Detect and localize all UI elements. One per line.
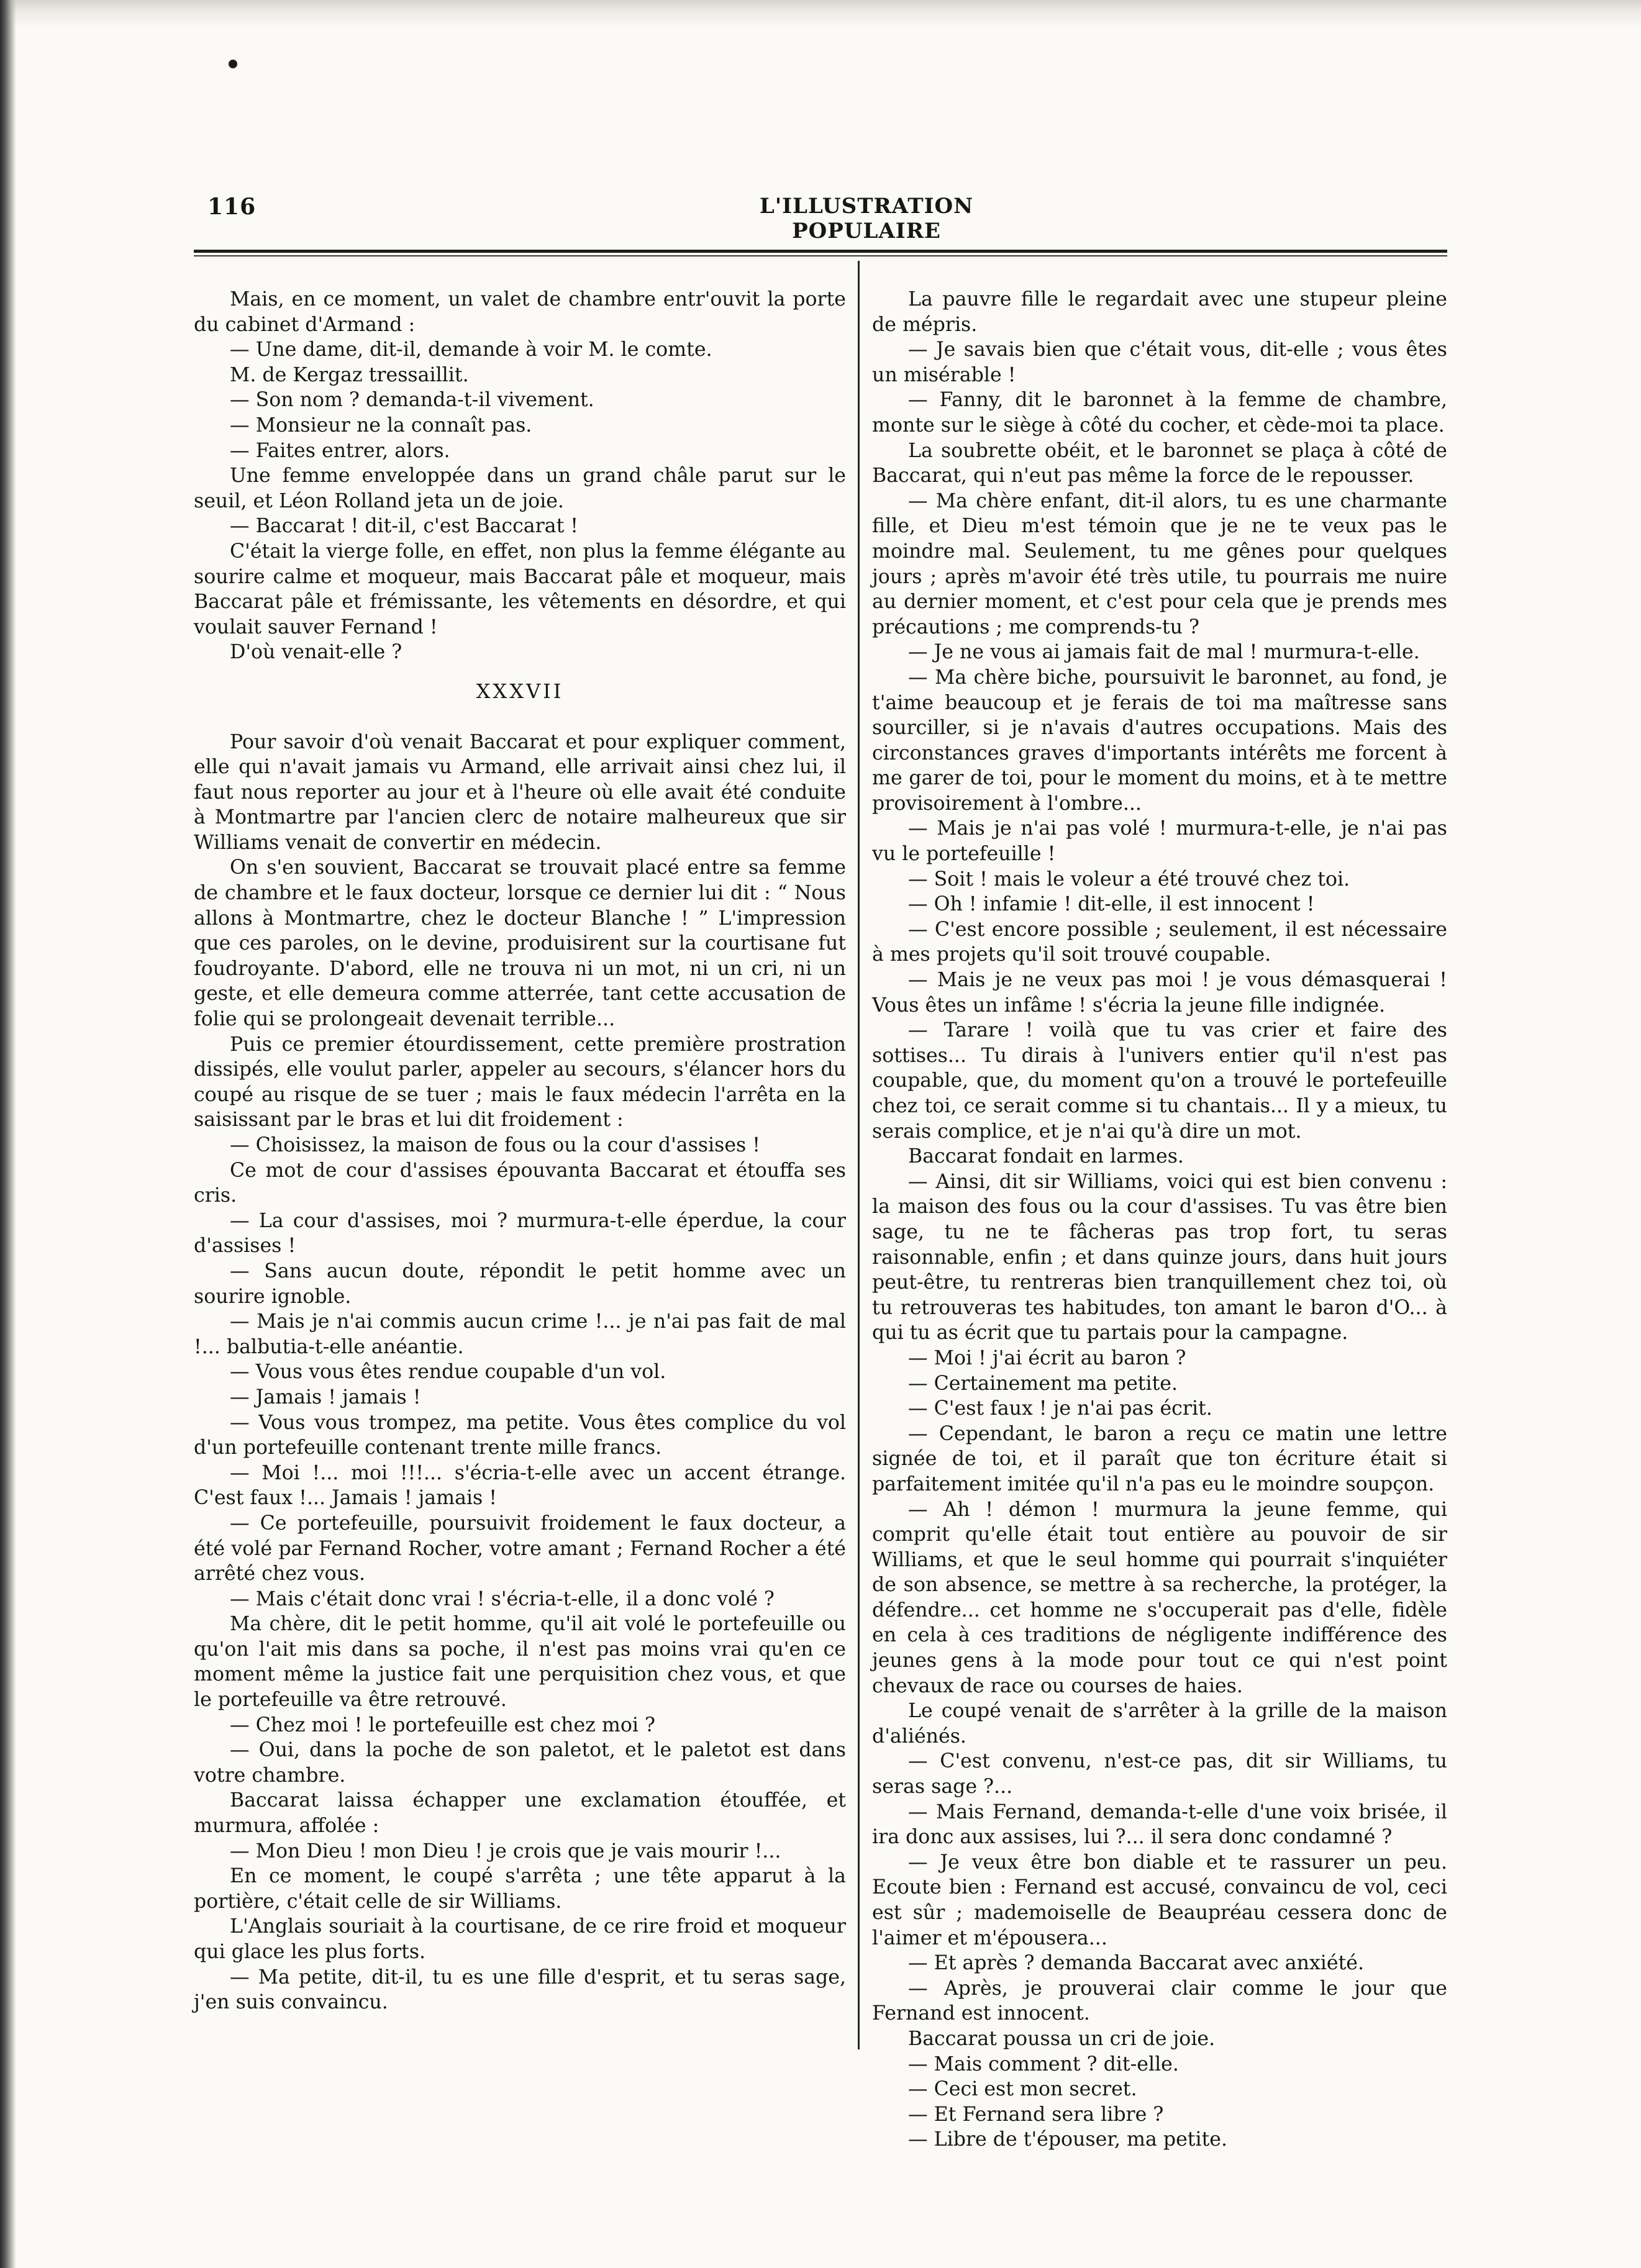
ink-dot-mark bbox=[229, 60, 237, 68]
paragraph: Ma chère, dit le petit homme, qu'il ait volé le portefeuille ou qu'on l'ait mis dans sa poche, il n'est pas moins vrai qu'en ce moment même la justice fait une perquisition chez vous, et que le portefeuille va être retrouvé. bbox=[194, 1613, 846, 1712]
paragraph: — Oh ! infamie ! dit-elle, il est innocent ! bbox=[908, 893, 1315, 916]
chapter-heading: XXXVII bbox=[476, 679, 564, 703]
paragraph: — Mais c'était donc vrai ! s'écria-t-elle, il a donc volé ? bbox=[230, 1587, 775, 1610]
header-rule-thin bbox=[194, 255, 1447, 256]
right-paragraphs bbox=[872, 287, 1447, 2152]
paragraph: — Mais je n'ai pas volé ! murmura-t-elle, je n'ai pas vu le portefeuille ! bbox=[872, 817, 1447, 866]
paragraph: — Ma chère enfant, dit-il alors, tu es une charmante fille, et Dieu m'est témoin que je ne te veux pas le moindre mal. Seulement, tu me gênes pour quelques jours ; après m'avoir été très utile, tu pourrais me nuire au dernier moment, et c'est pour cela que je prends mes précautions ; me comprends-tu ? bbox=[872, 489, 1447, 638]
left-column bbox=[194, 287, 846, 2015]
paragraph: Ce mot de cour d'assises épouvanta Baccarat et étouffa ses cris. bbox=[194, 1159, 846, 1207]
paragraph: — Moi !... moi !!!... s'écria-t-elle avec un accent étrange. C'est faux !... Jamais ! jamais ! bbox=[194, 1461, 846, 1510]
paragraph: — Ainsi, dit sir Williams, voici qui est bien convenu : la maison des fous ou la cour d'assises. Tu vas être bien sage, tu ne te fâcheras pas trop fort, tu seras raisonnable, enfin ; et dans quinze jours, dans huit jours peut-être, tu rentreras bien tranquillement chez toi, où tu retrouveras tes habitudes, ton amant le baron d'O... à qui tu as écrit que tu partais pour la campagne. bbox=[872, 1170, 1447, 1345]
paragraph: — Après, je prouverai clair comme le jour que Fernand est innocent. bbox=[872, 1977, 1447, 2025]
paragraph: — Choisissez, la maison de fous ou la cour d'assises ! bbox=[230, 1134, 760, 1156]
paragraph: — Oui, dans la poche de son paletot, et le paletot est dans votre chambre. bbox=[194, 1739, 846, 1787]
paragraph: — Baccarat ! dit-il, c'est Baccarat ! bbox=[230, 515, 579, 538]
paragraph: — Je ne vous ai jamais fait de mal ! murmura-t-elle. bbox=[908, 641, 1420, 664]
paragraph: — Mais je n'ai commis aucun crime !... je n'ai pas fait de mal !... balbutia-t-elle anéantie. bbox=[194, 1310, 846, 1358]
paragraph: La pauvre fille le regardait avec une stupeur pleine de mépris. bbox=[872, 288, 1447, 336]
paragraph: — Et après ? demanda Baccarat avec anxiété. bbox=[908, 1952, 1365, 1975]
paragraph: Baccarat laissa échapper une exclamation étouffée, et murmura, affolée : bbox=[194, 1789, 846, 1838]
paragraph: — Jamais ! jamais ! bbox=[230, 1386, 421, 1408]
paragraph: Baccarat fondait en larmes. bbox=[908, 1145, 1184, 1168]
page-number: 116 bbox=[207, 194, 257, 220]
paragraph: — Mais je ne veux pas moi ! je vous démasquerai ! Vous êtes un infâme ! s'écria la jeune fille indignée. bbox=[872, 969, 1447, 1017]
paragraph: C'était la vierge folle, en effet, non plus la femme élégante au sourire calme et moqueur, mais Baccarat pâle et moqueur, mais Baccarat pâle et frémissante, les vêtements en désordre, et qui voulait sauver Fernand ! bbox=[194, 540, 846, 638]
paragraph: — Mon Dieu ! mon Dieu ! je crois que je vais mourir !... bbox=[230, 1839, 781, 1862]
paragraph: Pour savoir d'où venait Baccarat et pour expliquer comment, elle qui n'avait jamais vu Armand, elle arrivait ainsi chez lui, il faut nous reporter au jour et à l'heure où elle avait été conduite à Montmartre par l'ancien clerc de notaire malheureux que sir Williams venait de convertir en médecin. bbox=[194, 730, 846, 854]
paragraph: — Je savais bien que c'était vous, dit-elle ; vous êtes un misérable ! bbox=[872, 338, 1447, 386]
paragraph: — Sans aucun doute, répondit le petit homme avec un sourire ignoble. bbox=[194, 1259, 846, 1308]
paragraph: — Vous vous êtes rendue coupable d'un vol. bbox=[230, 1361, 666, 1384]
paragraph: — C'est faux ! je n'ai pas écrit. bbox=[908, 1397, 1212, 1420]
left-paragraphs-after bbox=[194, 730, 846, 2015]
paragraph: — Ma petite, dit-il, tu es une fille d'esprit, et tu seras sage, j'en suis convaincu. bbox=[194, 1966, 846, 2014]
paragraph: — Et Fernand sera libre ? bbox=[908, 2103, 1164, 2126]
paragraph: La soubrette obéit, et le baronnet se plaça à côté de Baccarat, qui n'eut pas même la force de le repousser. bbox=[872, 439, 1447, 488]
scan-top-edge bbox=[0, 0, 1641, 29]
paragraph: — Une dame, dit-il, demande à voir M. le comte. bbox=[230, 338, 712, 361]
paragraph: — Ah ! démon ! murmura la jeune femme, qui comprit qu'elle était tout entière au pouvoir de sir Williams, et que le seul homme qui pourrait s'inquiéter de son absence, se mettre à sa recherche, la protéger, la défendre... cet homme ne s'occuperait pas d'elle, fidèle en cela à ces traditions de négligente indifférence des jeunes gens à la mode pour tout ce qui n'est point chevaux de race ou courses de haies. bbox=[872, 1498, 1447, 1697]
paragraph: — C'est convenu, n'est-ce pas, dit sir Williams, tu seras sage ?... bbox=[872, 1750, 1447, 1799]
paragraph: Une femme enveloppée dans un grand châle parut sur le seuil, et Léon Rolland jeta un de joie. bbox=[194, 465, 846, 512]
paragraph: L'Anglais souriait à la courtisane, de ce rire froid et moqueur qui glace les plus forts. bbox=[194, 1915, 846, 1963]
paragraph: Baccarat poussa un cri de joie. bbox=[908, 2027, 1216, 2050]
left-paragraphs-before bbox=[194, 287, 846, 665]
paragraph: — Chez moi ! le portefeuille est chez moi ? bbox=[230, 1713, 655, 1736]
paragraph: — Faites entrer, alors. bbox=[230, 439, 450, 462]
paragraph: — Je veux être bon diable et te rassurer un peu. Ecoute bien : Fernand est accusé, convaincu de vol, ceci est sûr ; mademoiselle de Beaupréau cessera donc de l'aimer et m'épousera... bbox=[872, 1851, 1447, 1949]
paragraph: En ce moment, le coupé s'arrêta ; une tête apparut à la portière, c'était celle de sir Williams. bbox=[194, 1865, 846, 1913]
paragraph: — Mais comment ? dit-elle. bbox=[908, 2053, 1179, 2075]
paragraph: — Vous vous trompez, ma petite. Vous êtes complice du vol d'un portefeuille contenant trente mille francs. bbox=[194, 1411, 846, 1459]
scan-left-edge bbox=[0, 0, 16, 2268]
paragraph: — Certainement ma petite. bbox=[908, 1372, 1178, 1395]
paragraph: D'où venait-elle ? bbox=[230, 641, 402, 664]
paragraph: Le coupé venait de s'arrêter à la grille de la maison d'aliénés. bbox=[872, 1700, 1447, 1748]
paragraph: — Cependant, le baron a reçu ce matin une lettre signée de toi, et il paraît que ton écriture était si parfaitement imitée qu'il n'a pas eu le moindre soupçon. bbox=[872, 1422, 1447, 1495]
column-divider bbox=[858, 261, 860, 2049]
paragraph: — Monsieur ne la connaît pas. bbox=[230, 414, 532, 437]
paragraph: — Son nom ? demanda-t-il vivement. bbox=[230, 389, 594, 412]
paragraph: — C'est encore possible ; seulement, il est nécessaire à mes projets qu'il soit trouvé coupable. bbox=[872, 918, 1447, 966]
paragraph: Puis ce premier étourdissement, cette première prostration dissipés, elle voulut parler, appeler au secours, s'élancer hors du coupé au risque de se tuer ; mais le faux médecin l'arrêta en la saisissant par le bras et lui dit froidement : bbox=[194, 1033, 846, 1132]
paragraph: — Soit ! mais le voleur a été trouvé chez toi. bbox=[908, 868, 1350, 891]
right-column bbox=[872, 287, 1447, 2152]
paragraph: — Fanny, dit le baronnet à la femme de chambre, monte sur le siège à côté du cocher, et cède-moi ta place. bbox=[872, 389, 1447, 437]
paragraph: — Ma chère biche, poursuivit le baronnet, au fond, je t'aime beaucoup et je ferais de toi ma maîtresse sans sourciller, si je n'avais d'autres occupations. Mais des circonstances graves d'importants intérêts me forcent à me garer de toi, pour le moment du moins, et à te mettre provisoirement à l'ombre... bbox=[872, 666, 1447, 815]
paragraph: On s'en souvient, Baccarat se trouvait placé entre sa femme de chambre et le faux docteur, lorsque ce dernier lui dit : “ Nous allons à Montmartre, chez le docteur Blanche ! ” L'impression que ces paroles, on le devine, produisirent sur la courtisane fut foudroyante. D'abord, elle ne trouva ni un mot, ni un cri, ni un geste, et elle demeura comme atterrée, tant cette accusation de folie qui se prolongeait devenait terrible... bbox=[194, 856, 846, 1031]
paragraph: — La cour d'assises, moi ? murmura-t-elle éperdue, la cour d'assises ! bbox=[194, 1209, 846, 1258]
paragraph: — Ceci est mon secret. bbox=[908, 2078, 1137, 2101]
paragraph: — Moi ! j'ai écrit au baron ? bbox=[908, 1346, 1186, 1369]
paragraph: M. de Kergaz tressaillit. bbox=[230, 363, 469, 386]
paragraph: — Tarare ! voilà que tu vas crier et faire des sottises... Tu dirais à l'univers entier qu'il n'est pas coupable, que, du moment qu'on a trouvé le portefeuille chez toi, ce serait comme si tu chantais... Il y a mieux, tu serais complice, et je n'ai qu'à dire un mot. bbox=[872, 1019, 1447, 1143]
paragraph: — Ce portefeuille, poursuivit froidement le faux docteur, a été volé par Fernand Rocher, votre amant ; Fernand Rocher a été arrêté chez vous. bbox=[194, 1512, 846, 1585]
running-title: L'ILLUSTRATION POPULAIRE bbox=[759, 194, 974, 243]
header-rule bbox=[194, 250, 1447, 253]
paragraph: — Libre de t'épouser, ma petite. bbox=[908, 2128, 1228, 2151]
paragraph: — Mais Fernand, demanda-t-elle d'une voix brisée, il ira donc aux assises, lui ?... il sera donc condamné ? bbox=[872, 1800, 1447, 1849]
paragraph: Mais, en ce moment, un valet de chambre entr'ouvit la porte du cabinet d'Armand : bbox=[194, 288, 846, 336]
